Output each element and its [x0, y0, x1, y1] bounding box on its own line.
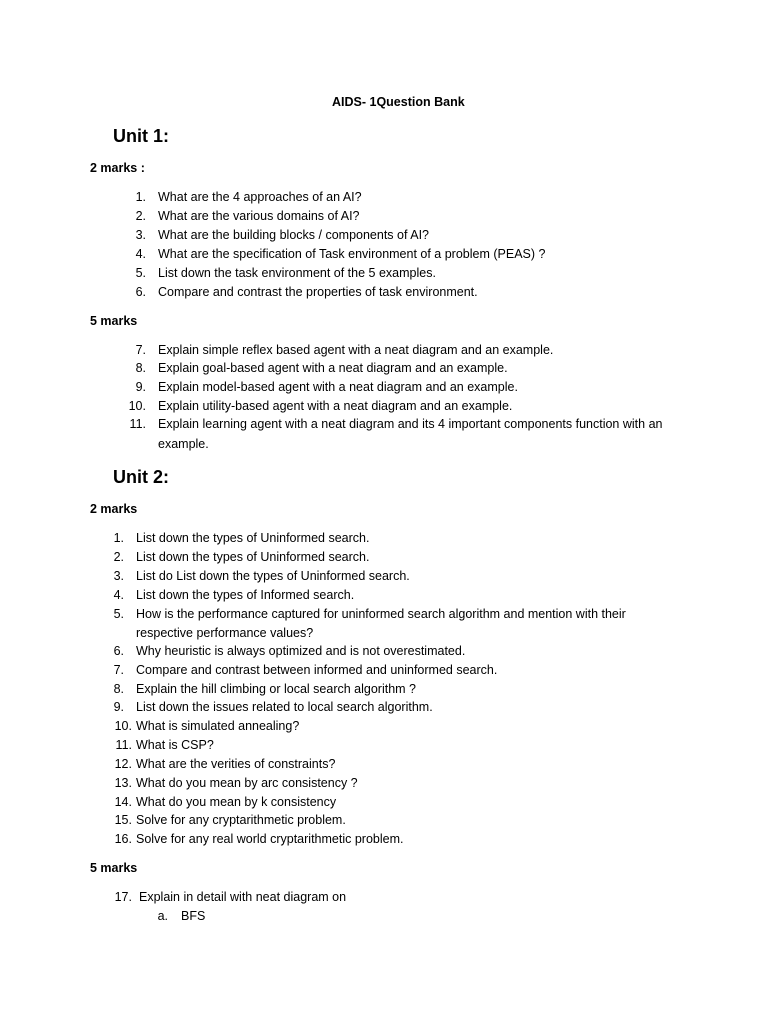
unit-2-5-marks-label: 5 marks	[90, 861, 138, 875]
unit-1-heading: Unit 1:	[113, 126, 169, 146]
document-title: AIDS- 1Question Bank	[332, 95, 465, 109]
unit-2-heading: Unit 2:	[113, 467, 169, 487]
unit-1-2-marks-label: 2 marks :	[90, 161, 145, 175]
unit-1-5-marks-label: 5 marks	[90, 314, 138, 328]
unit-2-2-marks-label: 2 marks	[90, 502, 138, 516]
